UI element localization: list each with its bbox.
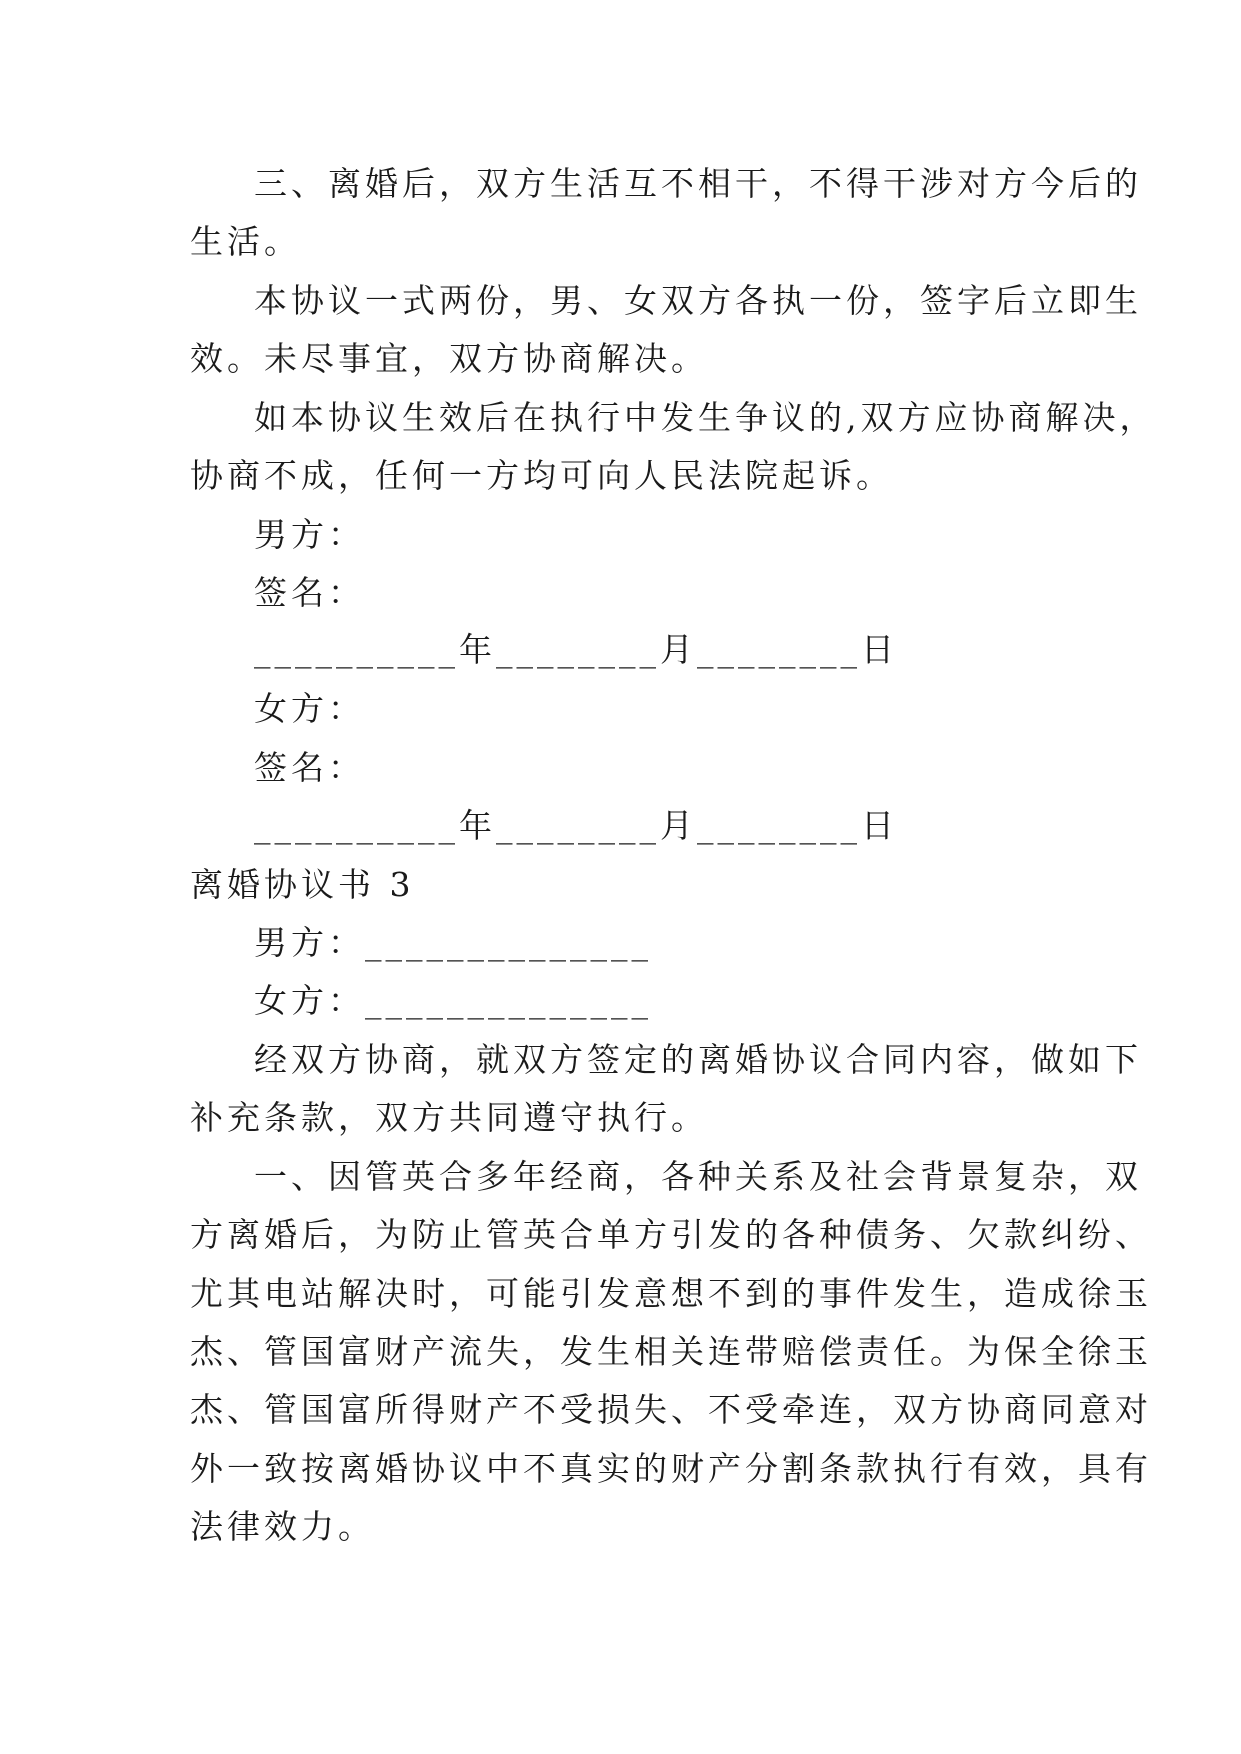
- male-party-field: 男方：______________: [254, 923, 652, 962]
- dispute-clause-line-2: 协商不成，任何一方均可向人民法院起诉。: [190, 456, 893, 495]
- clause-one-line-2: 方离婚后，为防止管英合单方引发的各种债务、欠款纠纷、: [190, 1215, 1152, 1254]
- clause-one-line-4: 杰、管国富财产流失，发生相关连带赔偿责任。为保全徐玉: [190, 1332, 1152, 1371]
- clause-three-line-2: 生活。: [190, 222, 301, 261]
- male-signature-label: 签名：: [254, 573, 365, 612]
- clause-one-line-1: 一、因管英合多年经商，各种关系及社会背景复杂，双: [254, 1157, 1142, 1196]
- male-date-line: __________年________月________日: [254, 630, 898, 669]
- section-title: 离婚协议书 3: [190, 865, 415, 904]
- clause-three-line-1: 三、离婚后，双方生活互不相干，不得干涉对方今后的: [254, 164, 1142, 203]
- clause-one-line-3: 尤其电站解决时，可能引发意想不到的事件发生，造成徐玉: [190, 1274, 1152, 1313]
- copies-clause-line-2: 效。未尽事宜，双方协商解决。: [190, 339, 708, 378]
- clause-one-line-5: 杰、管国富所得财产不受损失、不受牵连，双方协商同意对: [190, 1390, 1152, 1429]
- female-date-line: __________年________月________日: [254, 806, 898, 845]
- clause-one-line-7: 法律效力。: [190, 1507, 375, 1546]
- female-party-label: 女方：: [254, 689, 365, 728]
- male-party-label: 男方：: [254, 515, 365, 554]
- dispute-clause-line-1: 如本协议生效后在执行中发生争议的,双方应协商解决，: [254, 398, 1157, 437]
- clause-one-line-6: 外一致按离婚协议中不真实的财产分割条款执行有效，具有: [190, 1449, 1152, 1488]
- copies-clause-line-1: 本协议一式两份，男、女双方各执一份，签字后立即生: [254, 281, 1142, 320]
- preamble-line-2: 补充条款，双方共同遵守执行。: [190, 1098, 708, 1137]
- female-signature-label: 签名：: [254, 748, 365, 787]
- female-party-field: 女方：______________: [254, 981, 652, 1020]
- preamble-line-1: 经双方协商，就双方签定的离婚协议合同内容，做如下: [254, 1040, 1142, 1079]
